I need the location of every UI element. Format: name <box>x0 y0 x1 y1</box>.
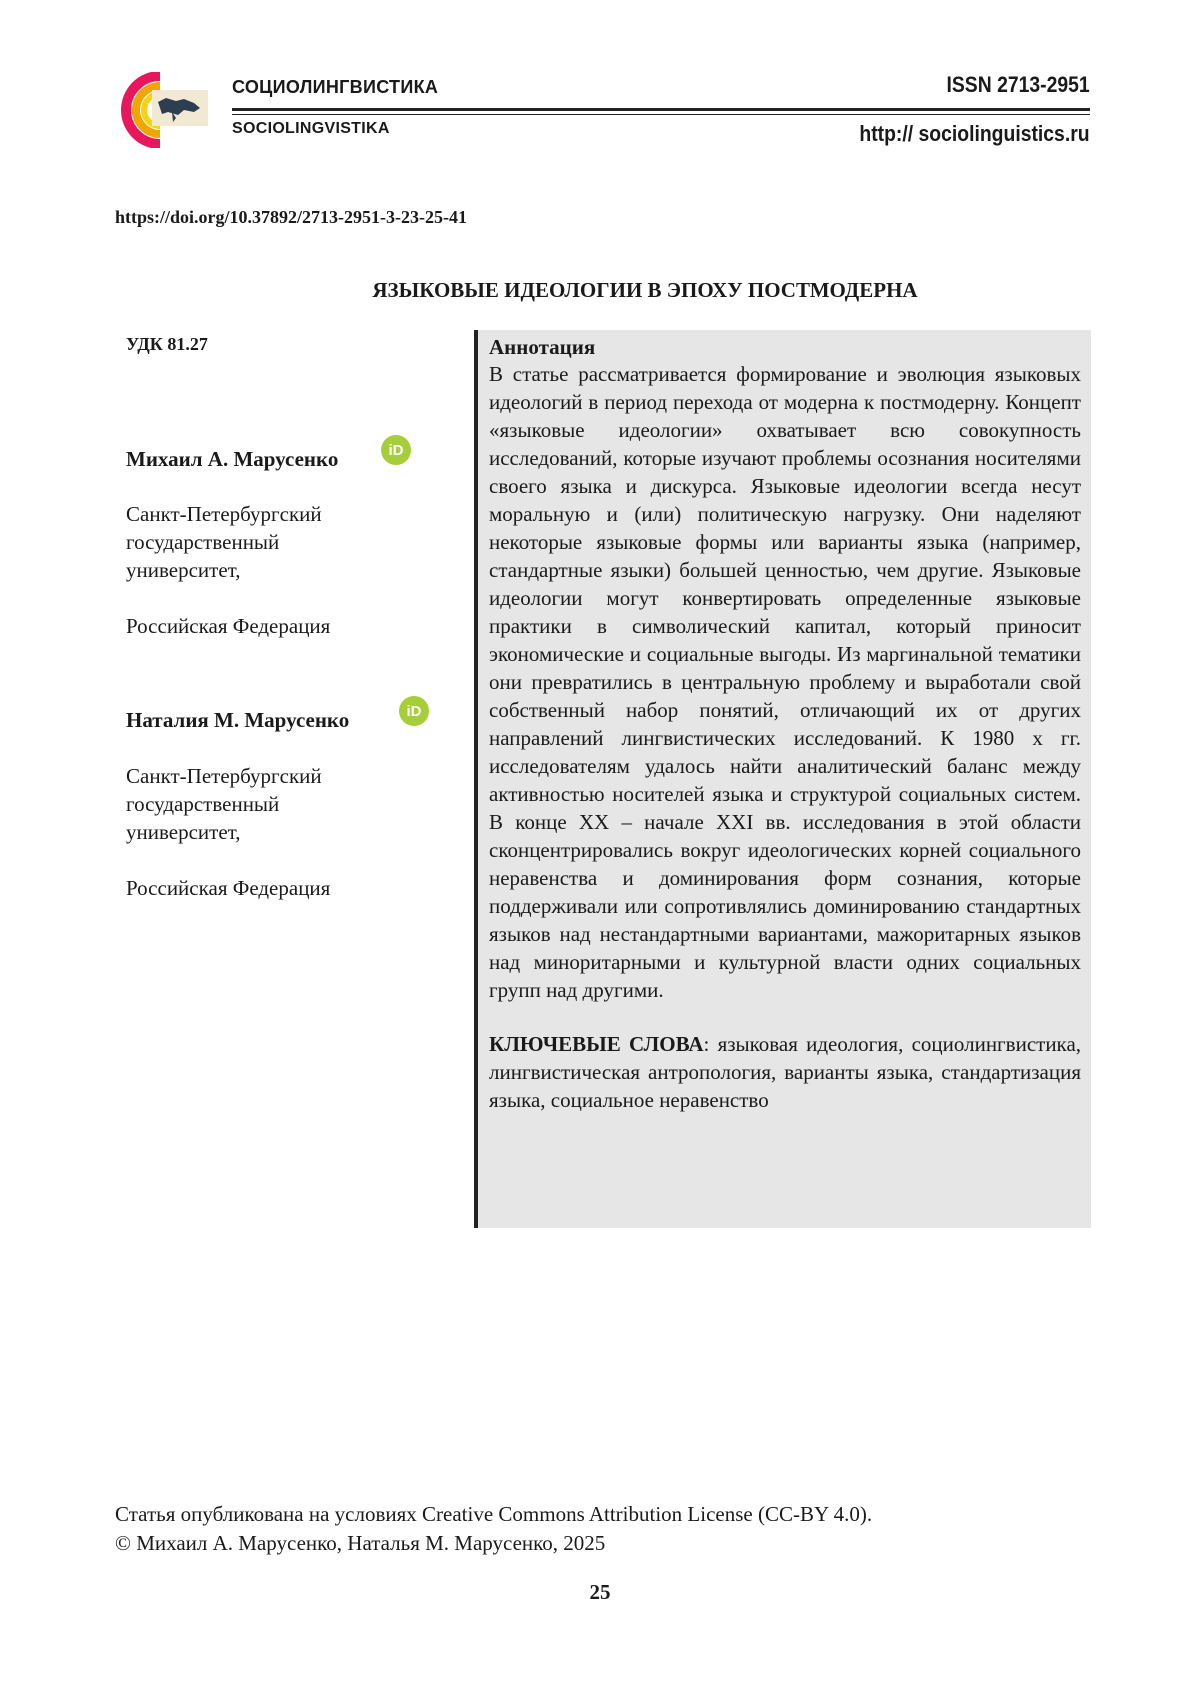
keywords-label: КЛЮЧЕВЫЕ СЛОВА <box>489 1032 704 1056</box>
issn: ISSN 2713-2951 <box>946 72 1090 97</box>
copyright-text: © Михаил А. Марусенко, Наталья М. Марусенко, 2025 <box>115 1531 606 1555</box>
license-text: Статья опубликована на условиях Creative Commons Attribution License (CC-BY 4.0). <box>115 1502 873 1526</box>
abstract-box <box>474 330 1091 1228</box>
author-affiliation: Санкт-Петербургский государственный университет, <box>126 502 322 582</box>
doi-link[interactable]: https://doi.org/10.37892/2713-2951-3-23-25-41 <box>115 207 467 227</box>
orcid-icon[interactable]: iD <box>381 435 411 465</box>
article-title: ЯЗЫКОВЫЕ ИДЕОЛОГИИ В ЭПОХУ ПОСТМОДЕРНА <box>372 278 918 302</box>
page-number: 25 <box>589 1580 611 1604</box>
header-rule-thin <box>232 114 1090 115</box>
author-name: Наталия М. Марусенко <box>126 708 350 732</box>
orcid-icon[interactable]: iD <box>399 696 429 726</box>
journal-name-ru: СОЦИОЛИНГВИСТИКА <box>232 77 439 97</box>
journal-logo-icon <box>112 72 212 148</box>
keywords <box>489 1030 1081 1114</box>
journal-name-en: SOCIOLINGVISTIKA <box>232 120 390 137</box>
keywords-list: : языковая идеология, социолингвистика, лингвистическая антропология, варианты языка, стандартизация языка, социальное неравенство <box>489 1032 1082 1112</box>
abstract-heading: Аннотация <box>489 335 596 359</box>
author-country: Российская Федерация <box>126 614 331 638</box>
website-link[interactable]: http:// sociolinguistics.ru <box>859 121 1090 146</box>
author-country: Российская Федерация <box>126 876 331 900</box>
author-name: Михаил А. Марусенко <box>126 447 339 471</box>
abstract-text: В статье рассматривается формирование и эволюция языковых идеологий в период перехода от модерна к постмодерну. Концепт «языковые идеологии» охватывает всю совокупность исследований, которые изучают проблемы осознания носителями своего языка и дискурса. Языковые идеологии всегда несут моральную и (или) политическую нагрузку. Они наделяют некоторые языковые формы или варианты языка (например, стандартные языки) большей ценностью, чем другие. Языковые идеологии могут конвертировать определенные языковые практики в символический капитал, который приносит экономические и социальные выгоды. Из маргинальной тематики они превратились в центральную проблему и выработали свой собственный набор понятий, отличающий их от других направлений лингвистических исследований. К 1980 х гг. исследователям удалось найти аналитический баланс между активностью носителей языка и структурой социальных систем. В конце XX – начале XXI вв. исследования в этой области сконцентрировались вокруг идеологических корней социального неравенства и доминирования форм сознания, которые поддерживали или сопротивлялись доминированию стандартных языков над нестандартными вариантами, мажоритарных языков над миноритарными и культурной власти одних социальных групп над другими. <box>489 362 1081 1002</box>
header-rule <box>232 108 1090 111</box>
license-note <box>115 1500 872 1558</box>
author-affiliation: Санкт-Петербургский государственный университет, <box>126 764 322 844</box>
udk-code: УДК 81.27 <box>126 334 208 354</box>
